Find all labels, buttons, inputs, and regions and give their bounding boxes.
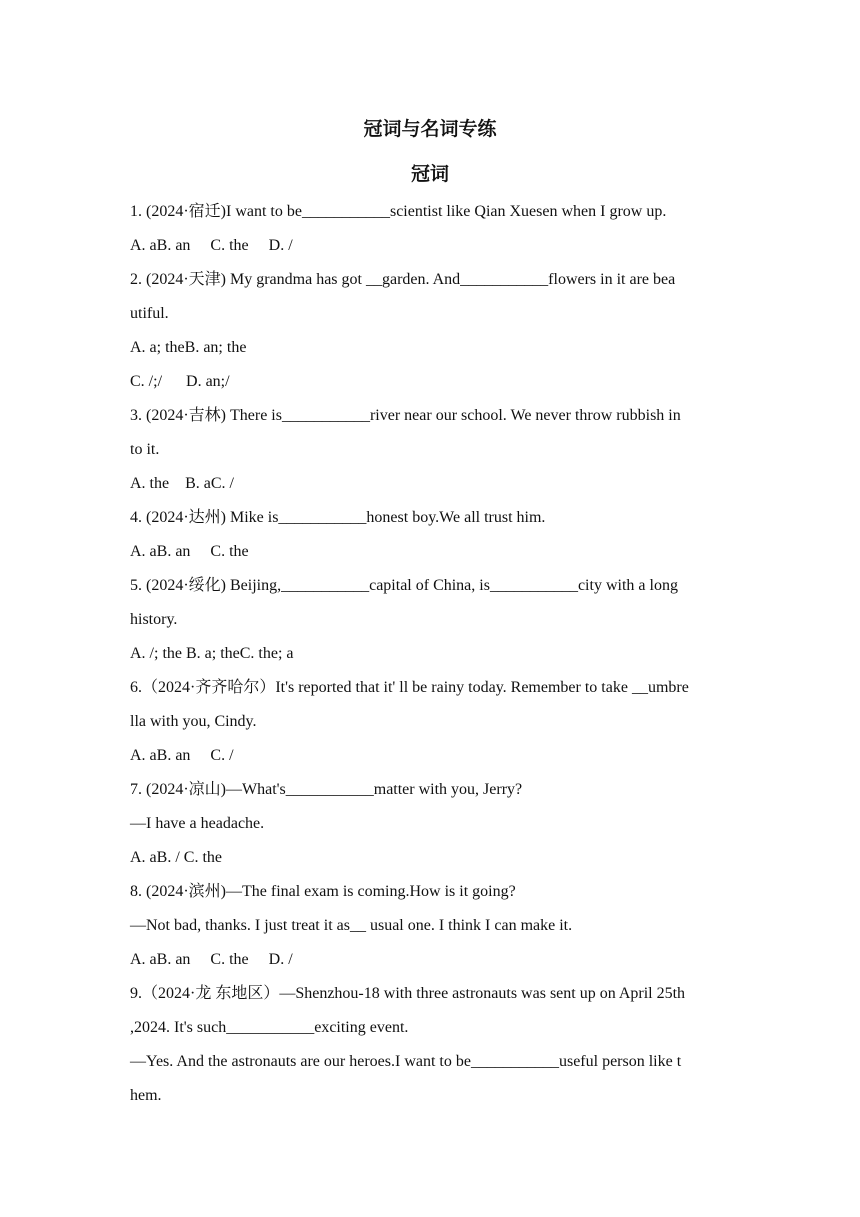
text-line: —Not bad, thanks. I just treat it as__ usual one. I think I can make it. [130,917,573,934]
text-line: utiful. [130,305,169,322]
text-line: —Yes. And the astronauts are our heroes.I want to be___________useful person like t [130,1053,682,1070]
text-line: history. [130,611,178,628]
text-line: to it. [130,441,160,458]
text-line: hem. [130,1087,162,1104]
text-line: A. the B. aC. / [130,475,234,492]
text-line: 1. (2024·宿迁)I want to be___________scientist like Qian Xuesen when I grow up. [130,203,667,220]
section-title: 冠词 [410,163,449,185]
question-list [130,198,740,1116]
text-line: A. aB. an C. the D. / [130,951,293,968]
text-line: 8. (2024·滨州)—The final exam is coming.How is it going? [130,883,516,900]
text-line: 3. (2024·吉林) There is___________river near our school. We never throw rubbish in [130,407,681,424]
text-line: 6.（2024·齐齐哈尔）It's reported that it' ll be rainy today. Remember to take __umbre [130,679,689,696]
text-line: lla with you, Cindy. [130,713,257,730]
text-line: 9.（2024·龙 东地区）—Shenzhou-18 with three astronauts was sent up on April 25th [130,985,686,1002]
text-line: 5. (2024·绥化) Beijing,___________capital of China, is___________city with a long [130,577,678,594]
text-line: A. /; the B. a; theC. the; a [130,645,294,662]
text-line: A. aB. / C. the [130,849,222,866]
text-line: —I have a headache. [130,815,265,832]
page-title: 冠词与名词专练 [363,118,497,140]
text-line: A. aB. an C. the D. / [130,237,293,254]
text-line: 4. (2024·达州) Mike is___________honest boy.We all trust him. [130,509,546,526]
text-line: 2. (2024·天津) My grandma has got __garden. And___________flowers in it are bea [130,271,676,288]
text-line: C. /;/ D. an;/ [130,373,230,390]
text-line: A. aB. an C. / [130,747,234,764]
text-line: 7. (2024·凉山)—What's___________matter with you, Jerry? [130,781,523,798]
text-line: ,2024. It's such___________exciting event. [130,1019,409,1036]
text-line: A. a; theB. an; the [130,339,247,356]
text-line: A. aB. an C. the [130,543,249,560]
